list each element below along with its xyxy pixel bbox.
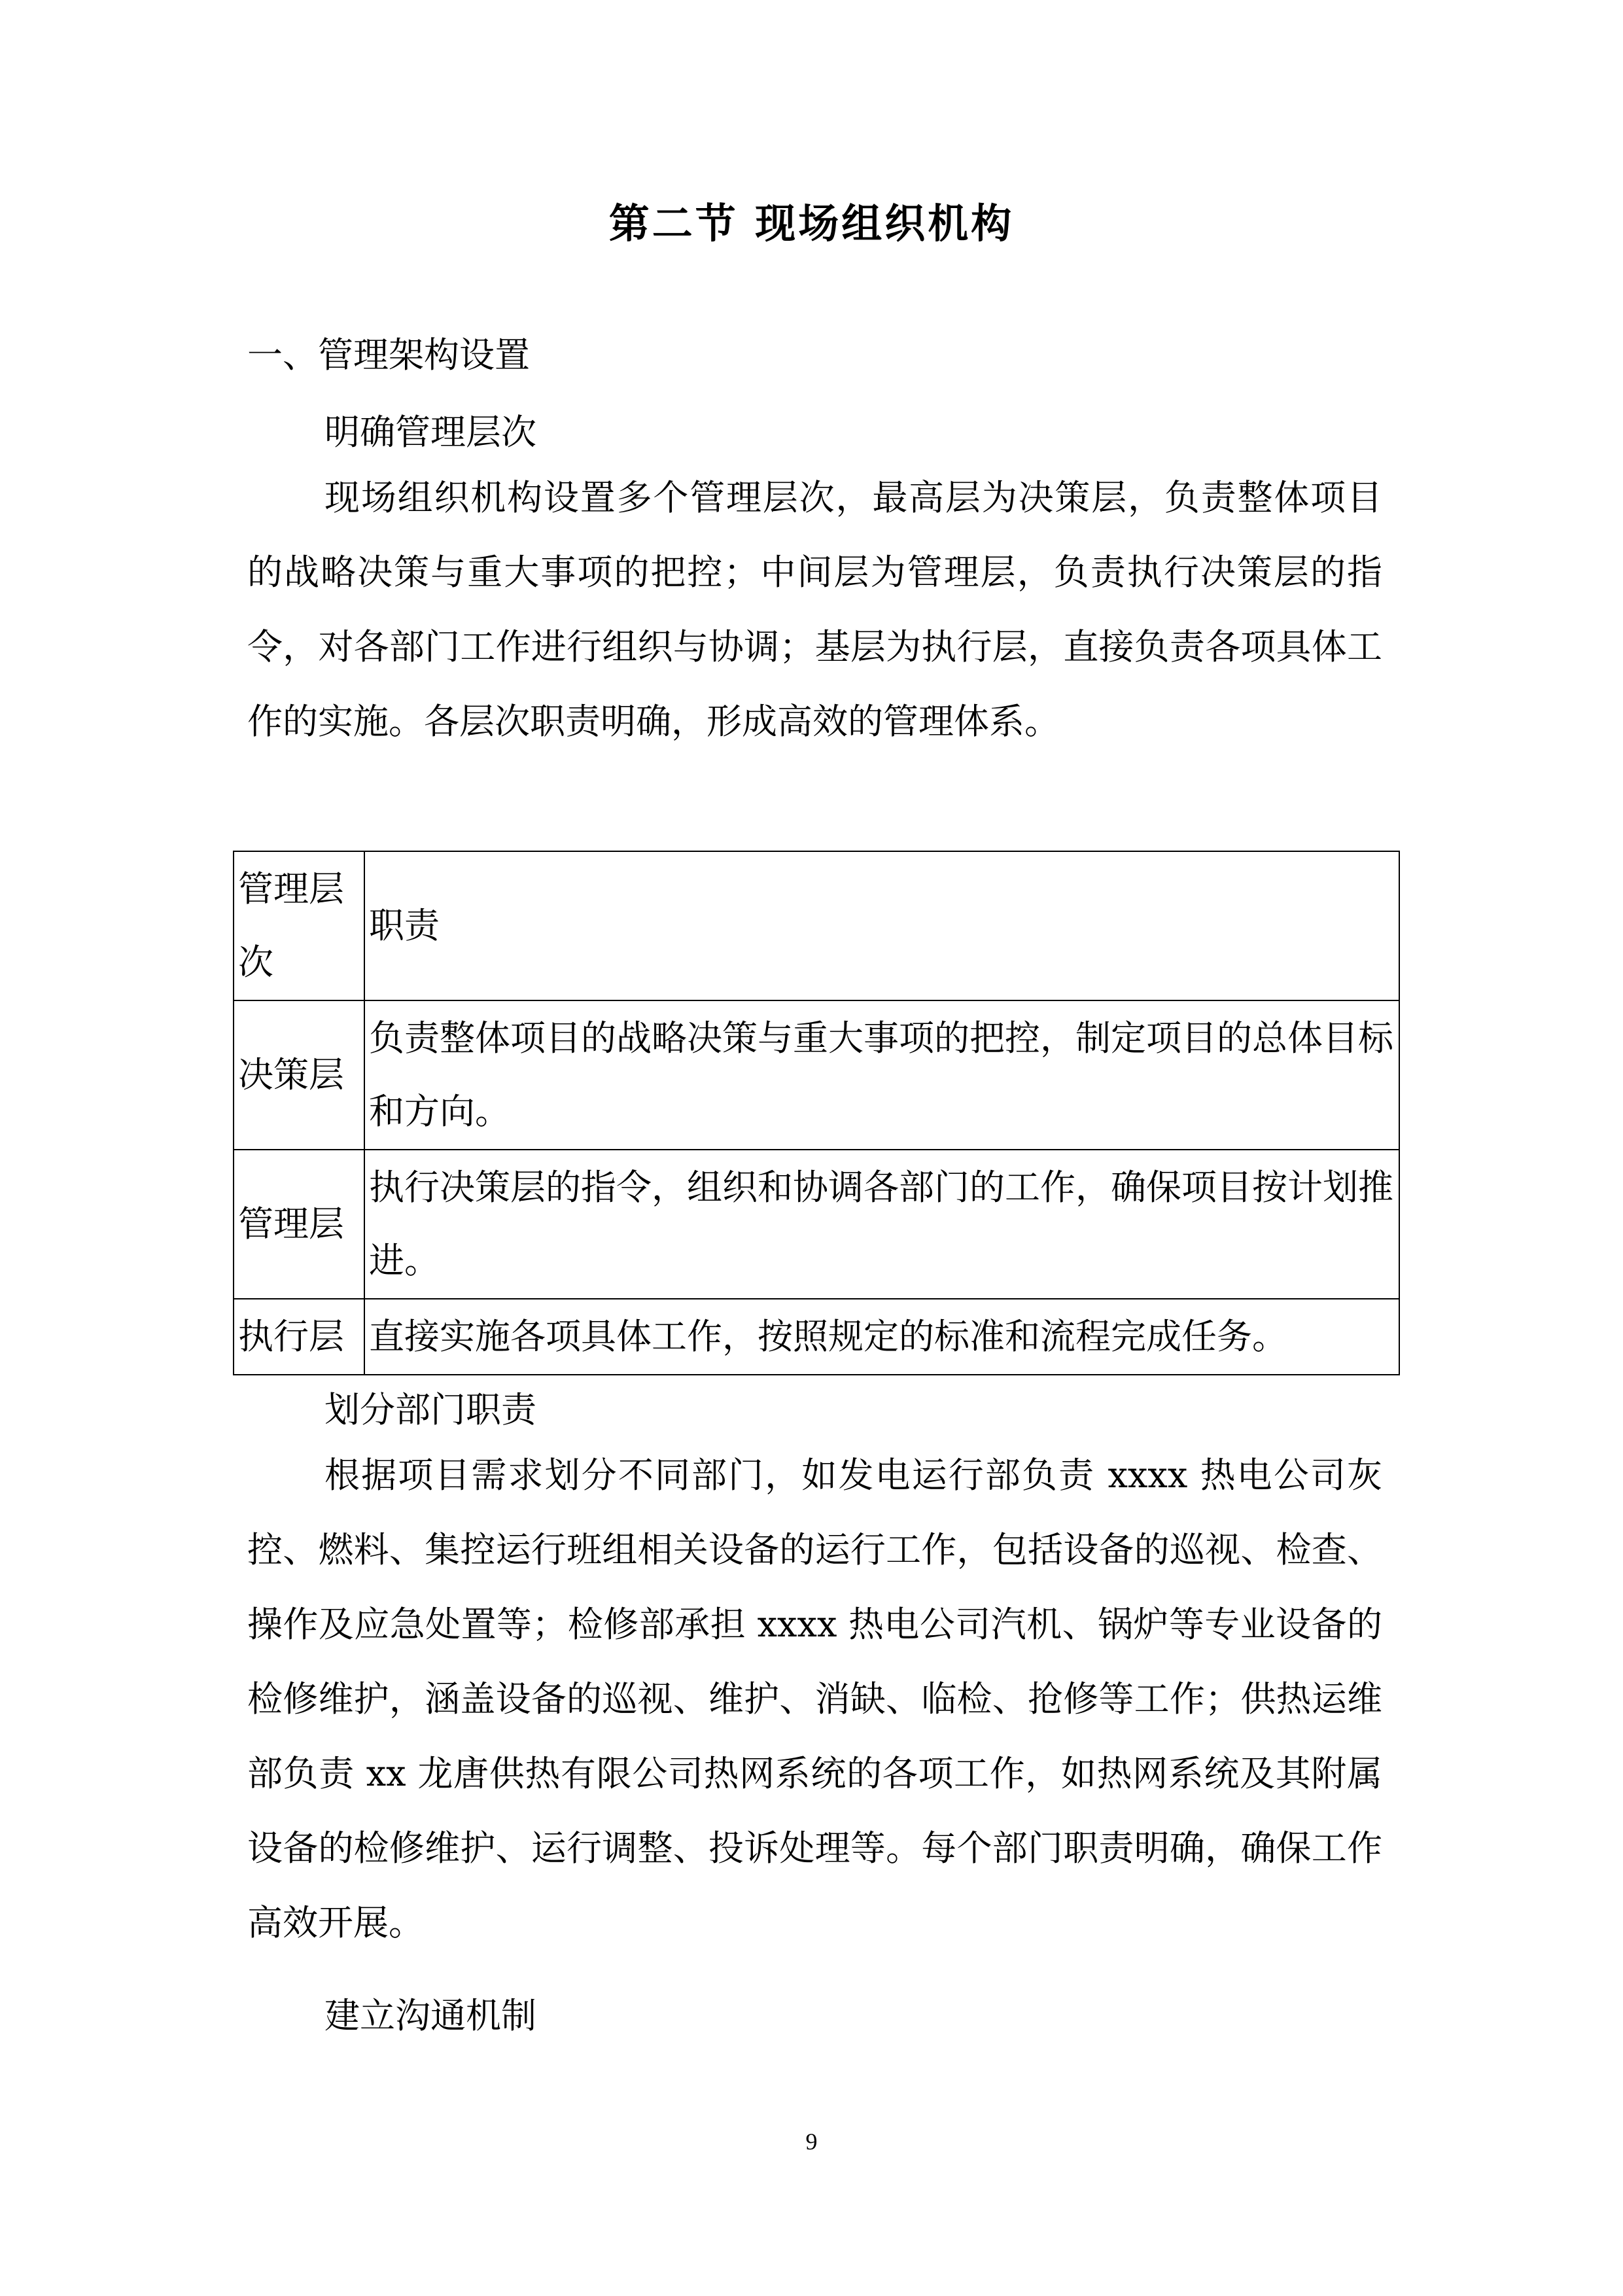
cell-duty: 负责整体项目的战略决策与重大事项的把控，制定项目的总体目标和方向。 (364, 1000, 1399, 1150)
subheading-department-duties: 划分部门职责 (324, 1389, 536, 1430)
cell-level: 决策层 (234, 1000, 364, 1150)
paragraph-department-duties: 根据项目需求划分不同部门，如发电运行部负责 xxxx 热电公司灰控、燃料、集控运行班组相关设备的运行工作，包括设备的巡视、检查、操作及应急处置等；检修部承担 xxxx 热电公司汽机、锅炉等专业设备的检修维护，涵盖设备的巡视、维护、消缺、临检、抢修等工作；供热运维部负责 xx 龙唐供热有限公司热网系统的各项工作，如热网系统及其附属设备的检修维护、运行调整、投诉处理等。每个部门职责明确，确保工作高效开展。 (247, 1455, 1382, 1943)
paragraph-management-levels: 现场组织机构设置多个管理层次，最高层为决策层，负责整体项目的战略决策与重大事项的把控；中间层为管理层，负责执行决策层的指令，对各部门工作进行组织与协调；基层为执行层，直接负责各项具体工作的实施。各层次职责明确，形成高效的管理体系。 (247, 477, 1382, 742)
cell-level: 管理层 (234, 1150, 364, 1299)
table-row (234, 1000, 1399, 1150)
cell-level: 执行层 (234, 1299, 364, 1375)
header-duty: 职责 (364, 851, 1399, 1000)
cell-duty: 执行决策层的指令，组织和协调各部门的工作，确保项目按计划推进。 (364, 1150, 1399, 1299)
cell-duty: 直接实施各项具体工作，按照规定的标准和流程完成任务。 (364, 1299, 1399, 1375)
page-number: 9 (805, 2128, 818, 2155)
header-level: 管理层次 (234, 851, 364, 1000)
heading-management-structure: 一、管理架构设置 (247, 334, 530, 376)
table-header-row (234, 851, 1399, 1000)
table-row (234, 1299, 1399, 1375)
responsibility-table (233, 851, 1400, 1375)
subheading-management-levels: 明确管理层次 (324, 412, 536, 453)
table-row (234, 1150, 1399, 1299)
subheading-communication: 建立沟通机制 (324, 1995, 536, 2036)
section-title: 第二节 现场组织机构 (608, 200, 1015, 247)
